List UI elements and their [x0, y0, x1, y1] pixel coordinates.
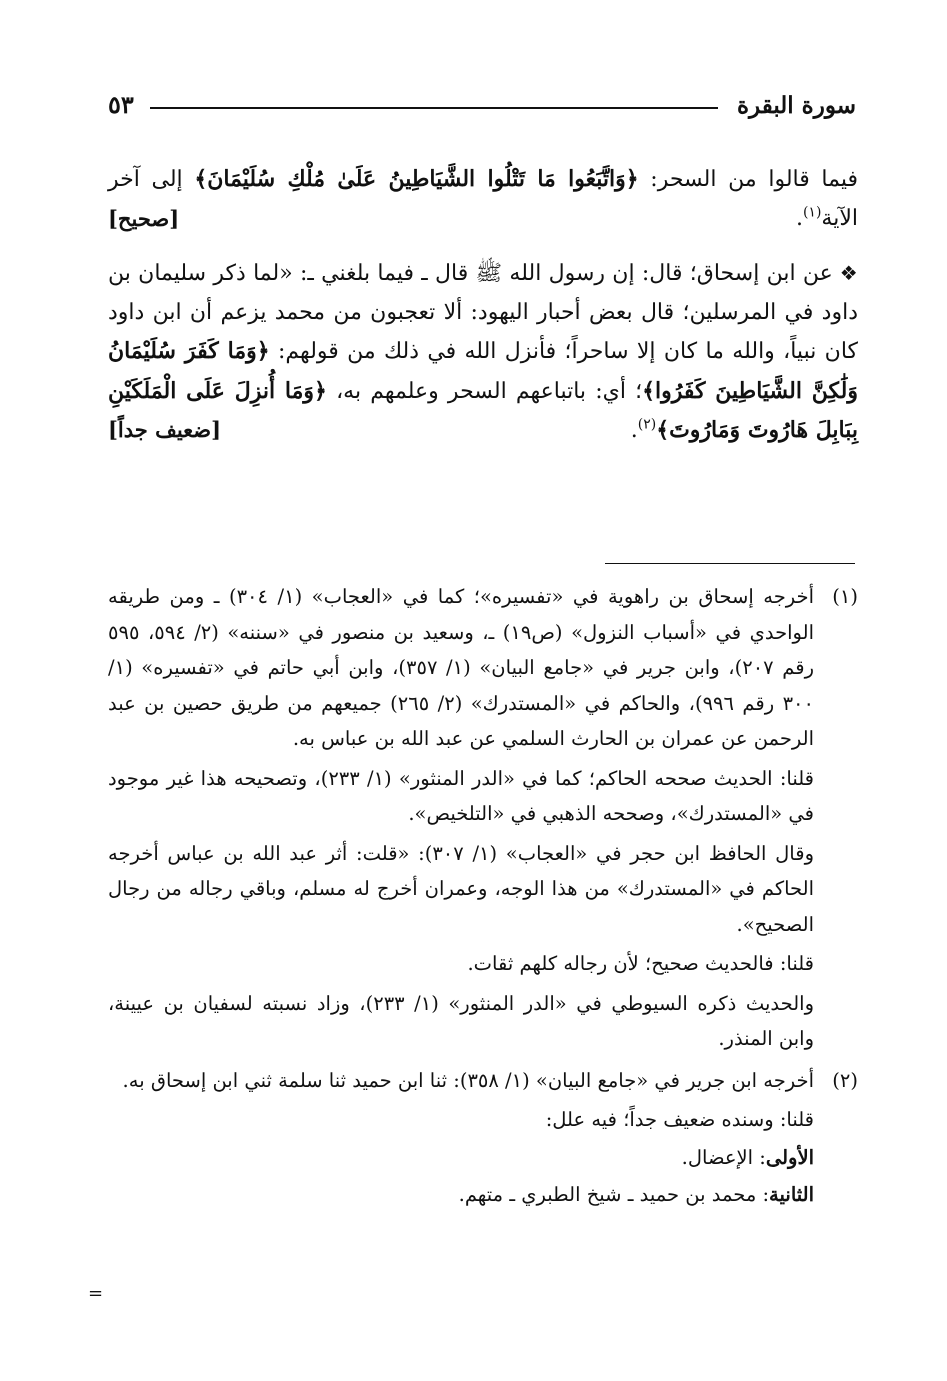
footnote-1-para-5: والحديث ذكره السيوطي في «الدر المنثور» (١/ ٢٣٣)، وزاد نسبته لسفيان بن عيينة، وابن المنذر. — [108, 991, 814, 1050]
footnote-ref-2: (٢) — [637, 416, 657, 433]
footnote-1-para-1: أخرجه إسحاق بن راهوية في «تفسيره»؛ كما في «العجاب» (١/ ٣٠٤) ـ ومن طريقه الواحدي في «أسباب النزول» (ص١٩) ـ، وسعيد بن منصور في «سننه» (٢/ ٥٩٤، ٥٩٥ رقم ٢٠٧)، وابن جرير في «جامع البيان» (١/ ٣٥٧)، وابن أبي حاتم في «تفسيره» (١/ ٣٠٠ رقم ٩٩٦)، والحاكم في «المستدرك» (٢/ ٢٦٥) جميعهم من طريق حصين بن عبد الرحمن عن عمران بن الحارث السلمي عن عبد الله بن عباس به. — [108, 585, 814, 750]
quran-verse-1: ﴿وَاتَّبَعُوا مَا تَتْلُوا الشَّيَاطِينُ عَلَىٰ مُلْكِ سُلَيْمَانَ﴾ — [194, 166, 639, 192]
footnote-2 — [108, 1063, 858, 1213]
para1-end: . — [795, 205, 803, 231]
footnotes — [108, 579, 858, 1213]
page-number: ٥٣ — [108, 90, 134, 119]
footnote-1 — [108, 579, 858, 1057]
header-rule — [150, 107, 718, 109]
grade-label-sahih: [صحيح] — [108, 205, 180, 231]
para2-mid: ؛ أي: باتباعهم السحر وعلمهم به، — [326, 378, 643, 404]
continuation-marker: = — [88, 1283, 104, 1304]
quran-verse-2: ﴿وَمَا كَفَرَ سُلَيْمَانُ وَلَٰكِنَّ الشَّيَاطِينَ كَفَرُوا﴾ — [108, 338, 859, 404]
footnote-ref-1: (١) — [802, 204, 822, 221]
paragraph-2 — [108, 254, 858, 451]
footnote-2-number: (٢) — [832, 1068, 858, 1092]
footnote-1-para-3: وقال الحافظ ابن حجر في «العجاب» (١/ ٣٠٧): «قلت: أثر عبد الله بن عباس أخرجه الحاكم في «المستدرك» من هذا الوجه، وعمران أخرج له مسلم، وباقي رجاله من رجال الصحيح». — [108, 841, 814, 936]
footnote-2-para-1: أخرجه ابن جرير في «جامع البيان» (١/ ٣٥٨): ثنا ابن حميد ثنا سلمة ثني ابن إسحاق به. — [122, 1068, 814, 1092]
para1-rest: إلى آخر الآية — [108, 167, 858, 231]
footnote-1-para-4: قلنا: فالحديث صحيح؛ لأن رجاله كلهم ثقات. — [467, 952, 814, 975]
quran-verse-3: ﴿وَمَا أُنزِلَ عَلَى الْمَلَكَيْنِ بِبَابِلَ هَارُوتَ وَمَارُوتَ﴾ — [108, 377, 858, 443]
footnote-2-para-4 — [108, 1177, 814, 1213]
surah-title: سورة البقرة — [736, 92, 856, 119]
star-bullet-icon: ❖ — [839, 261, 858, 285]
footnote-1-number: (١) — [832, 585, 858, 608]
footnote-2-para-2: قلنا: وسنده ضعيف جداً؛ فيه علل: — [545, 1108, 814, 1131]
para2-intro: عن ابن إسحاق؛ قال: إن رسول الله ﷺ قال ـ فيما بلغني ـ: «لما ذكر سليمان بن داود في المرسلين؛ قال بعض أحبار اليهود: ألا تعجبون من محمد يزعم أن ابن داود كان نبياً، والله ما كان إلا ساحراً؛ فأنزل الله في ذلك من قولهم: — [108, 261, 858, 364]
footnote-2-text-first: : الإعضال. — [681, 1145, 766, 1169]
footnote-2-text-second: : محمد بن حميد ـ شيخ الطبري ـ متهم. — [458, 1183, 770, 1206]
footnote-2-label-first: الأولى — [765, 1145, 814, 1169]
main-text — [108, 160, 858, 451]
footnote-2-label-second: الثانية — [769, 1183, 814, 1206]
paragraph-1 — [108, 160, 858, 238]
page-header — [108, 88, 856, 128]
grade-label-daif: [ضعيف جداً] — [108, 417, 222, 442]
para1-text: فيما قالوا من السحر: — [638, 167, 858, 192]
para2-end: . — [630, 418, 638, 443]
footnote-1-para-2: قلنا: الحديث صححه الحاكم؛ كما في «الدر المنثور» (١/ ٢٣٣)، وتصحيحه هذا غير موجود في «المستدرك»، وصححه الذهبي في «التلخيص». — [108, 766, 814, 825]
footnote-separator — [605, 563, 855, 564]
footnote-2-para-3 — [108, 1140, 814, 1176]
